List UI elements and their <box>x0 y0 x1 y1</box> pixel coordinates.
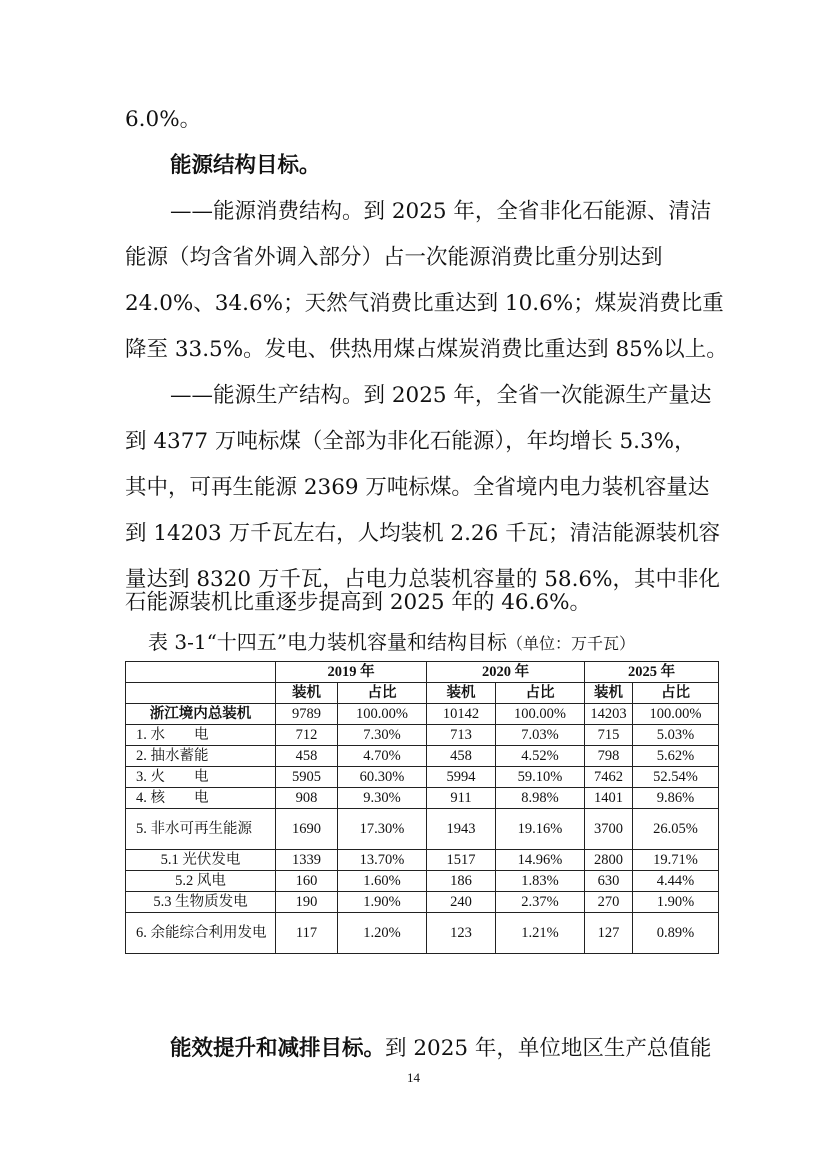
share-cell: 1.83% <box>496 871 585 892</box>
share-cell: 19.16% <box>496 809 585 850</box>
row-label: 5.1 光伏发电 <box>126 850 276 871</box>
table-caption <box>148 626 635 655</box>
year-header: 2019 年 <box>276 662 427 683</box>
table-row <box>126 850 719 871</box>
share-cell: 1.60% <box>338 871 427 892</box>
table-row <box>126 913 719 954</box>
table-row <box>126 746 719 767</box>
share-cell: 14.96% <box>496 850 585 871</box>
table-corner <box>126 662 276 683</box>
capacity-cell: 5905 <box>276 767 338 788</box>
row-label: 4. 核 电 <box>126 788 276 809</box>
paragraph-line: 24.0%、34.6%；天然气消费比重达到 10.6%；煤炭消费比重 <box>125 291 724 316</box>
capacity-cell: 630 <box>585 871 633 892</box>
row-label: 6. 余能综合利用发电 <box>126 913 276 954</box>
capacity-cell: 7462 <box>585 767 633 788</box>
paragraph-line: 降至 33.5%。发电、供热用煤占煤炭消费比重达到 85%以上。 <box>125 337 728 362</box>
capacity-cell: 127 <box>585 913 633 954</box>
paragraph-line: 石能源装机比重逐步提高到 2025 年的 46.6%。 <box>125 590 592 615</box>
table-row <box>126 725 719 746</box>
table-row <box>126 767 719 788</box>
share-cell: 4.44% <box>633 871 719 892</box>
capacity-cell: 3700 <box>585 809 633 850</box>
share-cell: 5.62% <box>633 746 719 767</box>
share-cell: 26.05% <box>633 809 719 850</box>
paragraph-line: 6.0%。 <box>125 107 202 132</box>
row-label: 5.3 生物质发电 <box>126 892 276 913</box>
paragraph-line: 其中，可再生能源 2369 万吨标煤。全省境内电力装机容量达 <box>125 475 710 500</box>
share-cell: 17.30% <box>338 809 427 850</box>
share-cell: 0.89% <box>633 913 719 954</box>
sub-header: 占比 <box>633 683 719 704</box>
share-cell: 4.52% <box>496 746 585 767</box>
capacity-cell: 1943 <box>427 809 496 850</box>
capacity-cell: 1517 <box>427 850 496 871</box>
capacity-cell: 712 <box>276 725 338 746</box>
share-cell: 9.30% <box>338 788 427 809</box>
paragraph-line: 能源（均含省外调入部分）占一次能源消费比重分别达到 <box>125 245 663 270</box>
share-cell: 52.54% <box>633 767 719 788</box>
capacity-cell: 715 <box>585 725 633 746</box>
share-cell: 13.70% <box>338 850 427 871</box>
capacity-cell: 5994 <box>427 767 496 788</box>
table-header-row <box>126 662 719 683</box>
capacity-cell: 911 <box>427 788 496 809</box>
share-cell: 60.30% <box>338 767 427 788</box>
share-cell: 9.86% <box>633 788 719 809</box>
capacity-cell: 160 <box>276 871 338 892</box>
sub-header: 装机 <box>427 683 496 704</box>
table-row <box>126 809 719 850</box>
capacity-cell: 1401 <box>585 788 633 809</box>
capacity-cell: 186 <box>427 871 496 892</box>
capacity-cell: 14203 <box>585 704 633 725</box>
row-label: 5.2 风电 <box>126 871 276 892</box>
row-label: 1. 水 电 <box>126 725 276 746</box>
capacity-cell: 10142 <box>427 704 496 725</box>
capacity-cell: 270 <box>585 892 633 913</box>
capacity-cell: 190 <box>276 892 338 913</box>
row-label: 2. 抽水蓄能 <box>126 746 276 767</box>
paragraph-line: 到 14203 万千瓦左右，人均装机 2.26 千瓦；清洁能源装机容 <box>125 521 721 546</box>
share-cell: 59.10% <box>496 767 585 788</box>
section-heading-efficiency <box>170 1026 711 1072</box>
table-row <box>126 892 719 913</box>
paragraph-line: 量达到 8320 万千瓦，占电力总装机容量的 58.6%，其中非化 <box>125 567 721 592</box>
share-cell: 4.70% <box>338 746 427 767</box>
capacity-cell: 798 <box>585 746 633 767</box>
share-cell: 5.03% <box>633 725 719 746</box>
capacity-cell: 1690 <box>276 809 338 850</box>
table-row <box>126 788 719 809</box>
capacity-cell: 458 <box>276 746 338 767</box>
sub-header: 装机 <box>585 683 633 704</box>
capacity-cell: 9789 <box>276 704 338 725</box>
capacity-cell: 908 <box>276 788 338 809</box>
capacity-cell: 713 <box>427 725 496 746</box>
share-cell: 100.00% <box>496 704 585 725</box>
page-number: 14 <box>407 1070 420 1085</box>
row-label: 3. 火 电 <box>126 767 276 788</box>
table-subheader-row <box>126 683 719 704</box>
share-cell: 100.00% <box>338 704 427 725</box>
table-row <box>126 704 719 725</box>
share-cell: 7.30% <box>338 725 427 746</box>
year-header: 2020 年 <box>427 662 585 683</box>
row-label: 5. 非水可再生能源 <box>126 809 276 850</box>
paragraph-line: 到 4377 万吨标煤（全部为非化石能源），年均增长 5.3%， <box>125 429 696 454</box>
paragraph-line: ——能源生产结构。到 2025 年，全省一次能源生产量达 <box>170 383 712 408</box>
table-row <box>126 871 719 892</box>
share-cell: 1.90% <box>633 892 719 913</box>
sub-header: 装机 <box>276 683 338 704</box>
year-header: 2025 年 <box>585 662 719 683</box>
share-cell: 1.90% <box>338 892 427 913</box>
share-cell: 8.98% <box>496 788 585 809</box>
share-cell: 2.37% <box>496 892 585 913</box>
capacity-cell: 123 <box>427 913 496 954</box>
capacity-cell: 240 <box>427 892 496 913</box>
share-cell: 7.03% <box>496 725 585 746</box>
table-caption-title: 表 3-1“十四五”电力装机容量和结构目标 <box>148 630 508 654</box>
heading-efficiency-bold: 能效提升和减排目标。 <box>170 1036 386 1061</box>
table-corner <box>126 683 276 704</box>
share-cell: 100.00% <box>633 704 719 725</box>
share-cell: 1.21% <box>496 913 585 954</box>
sub-header: 占比 <box>496 683 585 704</box>
paragraph-line: 到 2025 年，单位地区生产总值能 <box>385 1036 712 1061</box>
capacity-cell: 1339 <box>276 850 338 871</box>
capacity-cell: 458 <box>427 746 496 767</box>
row-label: 浙江境内总装机 <box>126 704 276 725</box>
share-cell: 19.71% <box>633 850 719 871</box>
share-cell: 1.20% <box>338 913 427 954</box>
paragraph-line: ——能源消费结构。到 2025 年，全省非化石能源、清洁 <box>170 199 712 224</box>
section-heading-energy-structure: 能源结构目标。 <box>170 153 321 178</box>
capacity-cell: 117 <box>276 913 338 954</box>
capacity-cell: 2800 <box>585 850 633 871</box>
sub-header: 占比 <box>338 683 427 704</box>
capacity-table <box>125 661 719 954</box>
table-caption-unit: （单位：万千瓦） <box>507 634 636 653</box>
